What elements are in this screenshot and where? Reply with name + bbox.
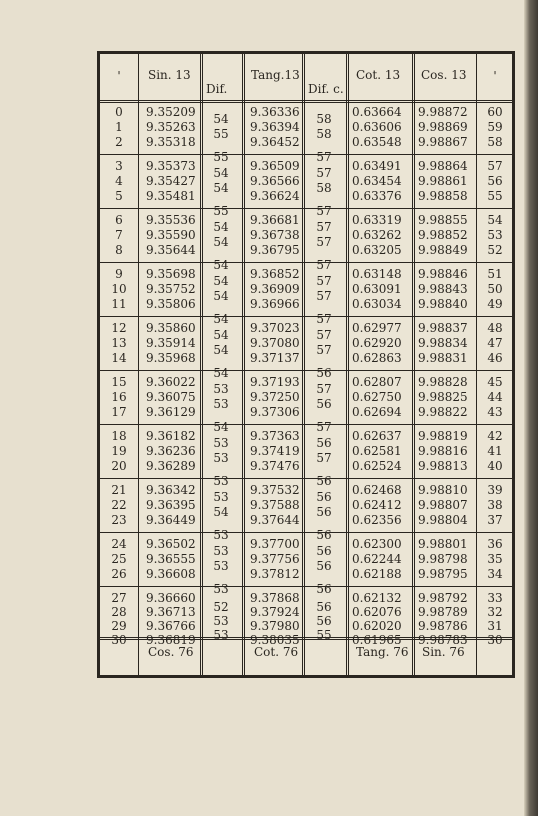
header-tang: Tang.13 (251, 68, 300, 82)
sin-cell: 9.36766 (146, 619, 196, 633)
sin-cell: 9.36075 (146, 390, 196, 404)
header-difc: Dif. c. (308, 82, 344, 96)
cot-cell: 0.63376 (352, 189, 402, 203)
minute-cell: 3 (115, 159, 123, 173)
difc-cell: 56 (316, 505, 332, 519)
rminute-cell: 45 (487, 375, 503, 389)
tang-cell: 9.38035 (250, 633, 300, 647)
cot-cell: 0.63148 (352, 267, 402, 281)
dif-cell: 53 (213, 628, 229, 642)
cot-cell: 0.62076 (352, 605, 402, 619)
column-rule (138, 54, 139, 675)
minute-cell: 21 (111, 483, 127, 497)
dif-cell: 55 (213, 204, 229, 218)
sin-cell: 9.36660 (146, 591, 196, 605)
minute-cell: 2 (115, 135, 123, 149)
dif-cell: 54 (213, 289, 229, 303)
difc-cell: 57 (316, 343, 332, 357)
sin-cell: 9.35644 (146, 243, 196, 257)
tang-cell: 9.37250 (250, 390, 300, 404)
dif-cell: 53 (213, 528, 229, 542)
dif-cell: 54 (213, 258, 229, 272)
minute-cell: 17 (111, 405, 127, 419)
difc-cell: 56 (316, 490, 332, 504)
cot-cell: 0.62300 (352, 537, 402, 551)
minute-cell: 13 (111, 336, 127, 350)
minute-cell: 11 (111, 297, 127, 311)
cos-cell: 9.98858 (418, 189, 468, 203)
minute-cell: 10 (111, 282, 127, 296)
minute-cell: 19 (111, 444, 127, 458)
column-rule (346, 54, 349, 675)
minute-cell: 0 (115, 105, 123, 119)
cot-cell: 0.62188 (352, 567, 402, 581)
sin-cell: 9.36022 (146, 375, 196, 389)
row-rule (100, 100, 512, 103)
difc-cell: 57 (316, 289, 332, 303)
sin-cell: 9.35968 (146, 351, 196, 365)
cot-cell: 0.63262 (352, 228, 402, 242)
sin-cell: 9.36713 (146, 605, 196, 619)
cot-cell: 0.62356 (352, 513, 402, 527)
rminute-cell: 42 (487, 429, 503, 443)
dif-cell: 55 (213, 150, 229, 164)
cot-cell: 0.62920 (352, 336, 402, 350)
cot-cell: 0.63606 (352, 120, 402, 134)
rminute-cell: 60 (487, 105, 503, 119)
difc-cell: 56 (316, 582, 332, 596)
minute-cell: 20 (111, 459, 127, 473)
cot-cell: 0.63548 (352, 135, 402, 149)
minute-cell: 4 (115, 174, 123, 188)
difc-cell: 57 (316, 258, 332, 272)
cot-cell: 0.62468 (352, 483, 402, 497)
header-cos: Cos. 13 (421, 68, 467, 82)
cos-cell: 9.98807 (418, 498, 468, 512)
cos-cell: 9.98783 (418, 633, 468, 647)
sin-cell: 9.35373 (146, 159, 196, 173)
rminute-cell: 55 (487, 189, 503, 203)
tang-cell: 9.37980 (250, 619, 300, 633)
tang-cell: 9.36909 (250, 282, 300, 296)
cot-cell: 0.63454 (352, 174, 402, 188)
tang-cell: 9.37419 (250, 444, 300, 458)
difc-cell: 57 (316, 451, 332, 465)
sin-cell: 9.36555 (146, 552, 196, 566)
sin-cell: 9.35752 (146, 282, 196, 296)
tang-cell: 9.36966 (250, 297, 300, 311)
difc-cell: 56 (316, 559, 332, 573)
difc-cell: 56 (316, 366, 332, 380)
tang-cell: 9.36852 (250, 267, 300, 281)
sin-cell: 9.36342 (146, 483, 196, 497)
rminute-cell: 37 (487, 513, 503, 527)
cos-cell: 9.98831 (418, 351, 468, 365)
minute-cell: 5 (115, 189, 123, 203)
log-table (97, 51, 515, 678)
cos-cell: 9.98861 (418, 174, 468, 188)
rminute-cell: 43 (487, 405, 503, 419)
page-edge (524, 0, 538, 816)
tang-cell: 9.37476 (250, 459, 300, 473)
cot-cell: 0.62637 (352, 429, 402, 443)
tang-cell: 9.37588 (250, 498, 300, 512)
minute-cell: 18 (111, 429, 127, 443)
rminute-cell: 39 (487, 483, 503, 497)
cos-cell: 9.98813 (418, 459, 468, 473)
dif-cell: 54 (213, 420, 229, 434)
dif-cell: 53 (213, 382, 229, 396)
difc-cell: 57 (316, 312, 332, 326)
minute-cell: 30 (111, 633, 127, 647)
tang-cell: 9.36738 (250, 228, 300, 242)
rminute-cell: 56 (487, 174, 503, 188)
difc-cell: 57 (316, 166, 332, 180)
cos-cell: 9.98834 (418, 336, 468, 350)
sin-cell: 9.36449 (146, 513, 196, 527)
cos-cell: 9.98872 (418, 105, 468, 119)
dif-cell: 54 (213, 274, 229, 288)
cot-cell: 0.62977 (352, 321, 402, 335)
tang-cell: 9.37306 (250, 405, 300, 419)
tang-cell: 9.36509 (250, 159, 300, 173)
rminute-cell: 50 (487, 282, 503, 296)
difc-cell: 57 (316, 150, 332, 164)
minute-cell: 28 (111, 605, 127, 619)
column-rule (412, 54, 415, 675)
minute-cell: 23 (111, 513, 127, 527)
minute-cell: 24 (111, 537, 127, 551)
rminute-cell: 41 (487, 444, 503, 458)
header-minutes: ' (117, 69, 121, 83)
difc-cell: 56 (316, 397, 332, 411)
dif-cell: 53 (213, 490, 229, 504)
rminute-cell: 44 (487, 390, 503, 404)
difc-cell: 56 (316, 436, 332, 450)
difc-cell: 56 (316, 544, 332, 558)
cot-cell: 0.62020 (352, 619, 402, 633)
tang-cell: 9.37023 (250, 321, 300, 335)
cos-cell: 9.98795 (418, 567, 468, 581)
dif-cell: 54 (213, 220, 229, 234)
tang-cell: 9.37532 (250, 483, 300, 497)
rminute-cell: 51 (487, 267, 503, 281)
rminute-cell: 40 (487, 459, 503, 473)
minute-cell: 26 (111, 567, 127, 581)
difc-cell: 56 (316, 600, 332, 614)
difc-cell: 57 (316, 274, 332, 288)
cos-cell: 9.98869 (418, 120, 468, 134)
minute-cell: 8 (115, 243, 123, 257)
dif-cell: 53 (213, 451, 229, 465)
dif-cell: 52 (213, 600, 229, 614)
cos-cell: 9.98801 (418, 537, 468, 551)
cot-cell: 0.63034 (352, 297, 402, 311)
sin-cell: 9.35209 (146, 105, 196, 119)
difc-cell: 56 (316, 528, 332, 542)
dif-cell: 53 (213, 559, 229, 573)
dif-cell: 54 (213, 112, 229, 126)
tang-cell: 9.37137 (250, 351, 300, 365)
tang-cell: 9.37193 (250, 375, 300, 389)
difc-cell: 57 (316, 382, 332, 396)
tang-cell: 9.36795 (250, 243, 300, 257)
minute-cell: 22 (111, 498, 127, 512)
difc-cell: 57 (316, 204, 332, 218)
rminute-cell: 30 (487, 633, 503, 647)
difc-cell: 57 (316, 420, 332, 434)
rminute-cell: 32 (487, 605, 503, 619)
cos-cell: 9.98825 (418, 390, 468, 404)
tang-cell: 9.37812 (250, 567, 300, 581)
dif-cell: 53 (213, 436, 229, 450)
cos-cell: 9.98822 (418, 405, 468, 419)
rminute-cell: 35 (487, 552, 503, 566)
dif-cell: 54 (213, 505, 229, 519)
cot-cell: 0.62807 (352, 375, 402, 389)
rminute-cell: 57 (487, 159, 503, 173)
difc-cell: 56 (316, 474, 332, 488)
sin-cell: 9.36289 (146, 459, 196, 473)
dif-cell: 53 (213, 397, 229, 411)
sin-cell: 9.36819 (146, 633, 196, 647)
dif-cell: 53 (213, 614, 229, 628)
tang-cell: 9.37644 (250, 513, 300, 527)
tang-cell: 9.36681 (250, 213, 300, 227)
header-dif: Dif. (206, 82, 228, 96)
difc-cell: 55 (316, 628, 332, 642)
tang-cell: 9.36624 (250, 189, 300, 203)
dif-cell: 54 (213, 328, 229, 342)
rminute-cell: 53 (487, 228, 503, 242)
sin-cell: 9.35318 (146, 135, 196, 149)
cot-cell: 0.63664 (352, 105, 402, 119)
minute-cell: 1 (115, 120, 123, 134)
cos-cell: 9.98786 (418, 619, 468, 633)
sin-cell: 9.36236 (146, 444, 196, 458)
sin-cell: 9.35698 (146, 267, 196, 281)
cos-cell: 9.98792 (418, 591, 468, 605)
rminute-cell: 38 (487, 498, 503, 512)
difc-cell: 56 (316, 614, 332, 628)
cot-cell: 0.63091 (352, 282, 402, 296)
dif-cell: 53 (213, 544, 229, 558)
sin-cell: 9.36502 (146, 537, 196, 551)
rminute-cell: 47 (487, 336, 503, 350)
rminute-cell: 58 (487, 135, 503, 149)
tang-cell: 9.36452 (250, 135, 300, 149)
sin-cell: 9.35427 (146, 174, 196, 188)
cot-cell: 0.62750 (352, 390, 402, 404)
dif-cell: 54 (213, 166, 229, 180)
cos-cell: 9.98837 (418, 321, 468, 335)
sin-cell: 9.35590 (146, 228, 196, 242)
cot-cell: 0.62524 (352, 459, 402, 473)
dif-cell: 54 (213, 235, 229, 249)
sin-cell: 9.35481 (146, 189, 196, 203)
cos-cell: 9.98846 (418, 267, 468, 281)
sin-cell: 9.35860 (146, 321, 196, 335)
difc-cell: 58 (316, 112, 332, 126)
cot-cell: 0.62863 (352, 351, 402, 365)
rminute-cell: 34 (487, 567, 503, 581)
cos-cell: 9.98864 (418, 159, 468, 173)
minute-cell: 6 (115, 213, 123, 227)
dif-cell: 54 (213, 312, 229, 326)
dif-cell: 55 (213, 127, 229, 141)
minute-cell: 14 (111, 351, 127, 365)
difc-cell: 57 (316, 220, 332, 234)
difc-cell: 57 (316, 328, 332, 342)
sin-cell: 9.36608 (146, 567, 196, 581)
rminute-cell: 31 (487, 619, 503, 633)
cot-cell: 0.62694 (352, 405, 402, 419)
cos-cell: 9.98852 (418, 228, 468, 242)
difc-cell: 58 (316, 181, 332, 195)
dif-cell: 54 (213, 366, 229, 380)
column-rule (476, 54, 477, 675)
cot-cell: 0.62581 (352, 444, 402, 458)
header-cot: Cot. 13 (356, 68, 401, 82)
rminute-cell: 36 (487, 537, 503, 551)
column-rule (242, 54, 245, 675)
cot-cell: 0.62244 (352, 552, 402, 566)
rminute-cell: 46 (487, 351, 503, 365)
header-rminutes: ' (493, 69, 497, 83)
cos-cell: 9.98867 (418, 135, 468, 149)
tang-cell: 9.37924 (250, 605, 300, 619)
minute-cell: 16 (111, 390, 127, 404)
cos-cell: 9.98855 (418, 213, 468, 227)
cos-cell: 9.98849 (418, 243, 468, 257)
difc-cell: 58 (316, 127, 332, 141)
minute-cell: 12 (111, 321, 127, 335)
cos-cell: 9.98798 (418, 552, 468, 566)
cot-cell: 0.63319 (352, 213, 402, 227)
sin-cell: 9.36395 (146, 498, 196, 512)
dif-cell: 54 (213, 343, 229, 357)
footer-tang: Cot. 76 (254, 645, 299, 659)
rminute-cell: 48 (487, 321, 503, 335)
sin-cell: 9.36182 (146, 429, 196, 443)
cot-cell: 0.61965 (352, 633, 402, 647)
column-rule (200, 54, 203, 675)
cot-cell: 0.62412 (352, 498, 402, 512)
tang-cell: 9.37700 (250, 537, 300, 551)
rminute-cell: 49 (487, 297, 503, 311)
difc-cell: 57 (316, 235, 332, 249)
dif-cell: 53 (213, 582, 229, 596)
rminute-cell: 54 (487, 213, 503, 227)
cot-cell: 0.63491 (352, 159, 402, 173)
tang-cell: 9.36336 (250, 105, 300, 119)
sin-cell: 9.35263 (146, 120, 196, 134)
footer-cos: Sin. 76 (422, 645, 465, 659)
cot-cell: 0.62132 (352, 591, 402, 605)
tang-cell: 9.37868 (250, 591, 300, 605)
column-rule (302, 54, 305, 675)
header-sin: Sin. 13 (148, 68, 191, 82)
cot-cell: 0.63205 (352, 243, 402, 257)
cos-cell: 9.98828 (418, 375, 468, 389)
dif-cell: 54 (213, 181, 229, 195)
cos-cell: 9.98804 (418, 513, 468, 527)
cos-cell: 9.98810 (418, 483, 468, 497)
tang-cell: 9.37363 (250, 429, 300, 443)
minute-cell: 9 (115, 267, 123, 281)
minute-cell: 25 (111, 552, 127, 566)
minute-cell: 15 (111, 375, 127, 389)
cos-cell: 9.98789 (418, 605, 468, 619)
footer-cot: Tang. 76 (356, 645, 409, 659)
tang-cell: 9.37080 (250, 336, 300, 350)
tang-cell: 9.36394 (250, 120, 300, 134)
rminute-cell: 59 (487, 120, 503, 134)
minute-cell: 29 (111, 619, 127, 633)
tang-cell: 9.36566 (250, 174, 300, 188)
dif-cell: 53 (213, 474, 229, 488)
tang-cell: 9.37756 (250, 552, 300, 566)
cos-cell: 9.98840 (418, 297, 468, 311)
footer-sin: Cos. 76 (148, 645, 194, 659)
cos-cell: 9.98843 (418, 282, 468, 296)
cos-cell: 9.98816 (418, 444, 468, 458)
minute-cell: 27 (111, 591, 127, 605)
cos-cell: 9.98819 (418, 429, 468, 443)
sin-cell: 9.35914 (146, 336, 196, 350)
rminute-cell: 52 (487, 243, 503, 257)
rminute-cell: 33 (487, 591, 503, 605)
sin-cell: 9.36129 (146, 405, 196, 419)
sin-cell: 9.35536 (146, 213, 196, 227)
sin-cell: 9.35806 (146, 297, 196, 311)
minute-cell: 7 (115, 228, 123, 242)
